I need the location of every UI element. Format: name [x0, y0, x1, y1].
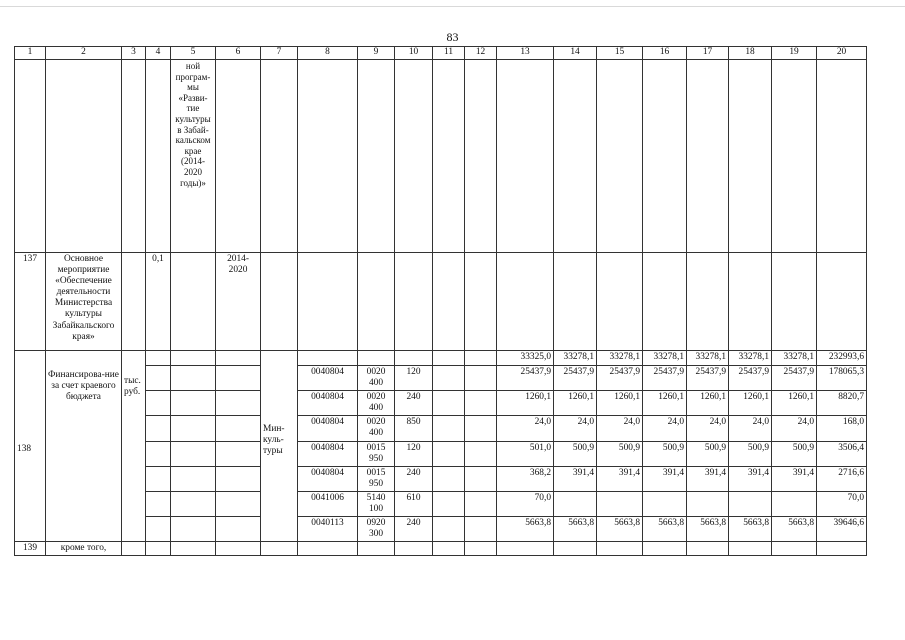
value-col-16: 24,0	[643, 416, 687, 441]
value-col-14: 391,4	[554, 466, 597, 491]
unit-cell: тыс. руб.	[122, 351, 146, 542]
value-col-19: 391,4	[772, 466, 817, 491]
section-code: 0040804	[298, 466, 358, 491]
expense-type-code: 240	[395, 391, 433, 416]
value-col-16: 1260,1	[643, 391, 687, 416]
value-col-17: 24,0	[687, 416, 729, 441]
weight-coefficient: 0,1	[146, 253, 171, 351]
value-col-16: 391,4	[643, 466, 687, 491]
section-code: 0040804	[298, 366, 358, 391]
program-title-continued: ной програм-мы «Разви-тие культуры в Забай-кальском крае (2014-2020 годы)»	[171, 60, 216, 253]
value-col-19: 5663,8	[772, 517, 817, 542]
value-col-15: 391,4	[597, 466, 643, 491]
value-col-14: 24,0	[554, 416, 597, 441]
implementation-period: 2014-2020	[216, 253, 261, 351]
value-col-17: 25437,9	[687, 366, 729, 391]
column-number-14: 14	[554, 47, 597, 60]
column-number-3: 3	[122, 47, 146, 60]
column-number-20: 20	[817, 47, 867, 60]
value-col-13: 501,0	[497, 441, 554, 466]
value-col-15: 1260,1	[597, 391, 643, 416]
column-number-11: 11	[433, 47, 465, 60]
section-code: 0041006	[298, 491, 358, 516]
column-number-6: 6	[216, 47, 261, 60]
value-col-18: 500,9	[729, 441, 772, 466]
section-code: 0040804	[298, 416, 358, 441]
value-col-17: 500,9	[687, 441, 729, 466]
row-title: кроме того,	[46, 542, 122, 556]
value-col-14: 25437,9	[554, 366, 597, 391]
table-row-139	[15, 542, 867, 556]
row-title: Финансирова-ние за счет краевого бюджета	[46, 351, 122, 542]
total-value-col-16: 33278,1	[643, 351, 687, 366]
value-col-16: 25437,9	[643, 366, 687, 391]
value-col-14: 500,9	[554, 441, 597, 466]
value-col-20: 3506,4	[817, 441, 867, 466]
total-value-col-14: 33278,1	[554, 351, 597, 366]
section-code: 0040113	[298, 517, 358, 542]
value-col-16: 5663,8	[643, 517, 687, 542]
total-value-col-20: 232993,6	[817, 351, 867, 366]
target-article-code: 0020 400	[358, 416, 395, 441]
value-col-14: 5663,8	[554, 517, 597, 542]
value-col-17	[687, 491, 729, 516]
column-number-2: 2	[46, 47, 122, 60]
value-col-19: 25437,9	[772, 366, 817, 391]
expense-type-code: 850	[395, 416, 433, 441]
value-col-16: 500,9	[643, 441, 687, 466]
column-number-8: 8	[298, 47, 358, 60]
target-article-code: 0020 400	[358, 391, 395, 416]
column-number-9: 9	[358, 47, 395, 60]
column-number-10: 10	[395, 47, 433, 60]
value-col-18	[729, 491, 772, 516]
table-row-138-total	[15, 351, 867, 366]
target-article-code: 0015 950	[358, 466, 395, 491]
value-col-13: 70,0	[497, 491, 554, 516]
column-number-5: 5	[171, 47, 216, 60]
page-number: 83	[446, 30, 459, 44]
column-number-18: 18	[729, 47, 772, 60]
page-top-rule	[0, 6, 905, 7]
value-col-17: 1260,1	[687, 391, 729, 416]
value-col-17: 391,4	[687, 466, 729, 491]
column-number-12: 12	[465, 47, 497, 60]
program-table	[14, 46, 867, 556]
value-col-13: 1260,1	[497, 391, 554, 416]
column-number-row	[15, 47, 867, 60]
table-body	[15, 47, 867, 556]
column-number-16: 16	[643, 47, 687, 60]
target-article-code: 5140 100	[358, 491, 395, 516]
total-value-col-13: 33325,0	[497, 351, 554, 366]
total-value-col-17: 33278,1	[687, 351, 729, 366]
table-row-137	[15, 253, 867, 351]
row-number: 137	[15, 253, 46, 351]
expense-type-code: 240	[395, 466, 433, 491]
value-col-13: 368,2	[497, 466, 554, 491]
agency-cell: Мин-куль-туры	[261, 351, 298, 542]
column-number-7: 7	[261, 47, 298, 60]
value-col-14: 1260,1	[554, 391, 597, 416]
table-row-continuation	[15, 60, 867, 253]
value-col-15: 500,9	[597, 441, 643, 466]
value-col-20: 2716,6	[817, 466, 867, 491]
expense-type-code: 610	[395, 491, 433, 516]
value-col-17: 5663,8	[687, 517, 729, 542]
value-col-18: 25437,9	[729, 366, 772, 391]
value-col-13: 24,0	[497, 416, 554, 441]
column-number-1: 1	[15, 47, 46, 60]
value-col-19: 500,9	[772, 441, 817, 466]
target-article-code: 0920 300	[358, 517, 395, 542]
value-col-15: 5663,8	[597, 517, 643, 542]
value-col-20: 70,0	[817, 491, 867, 516]
expense-type-code: 240	[395, 517, 433, 542]
row-number: 139	[15, 542, 46, 556]
value-col-13: 25437,9	[497, 366, 554, 391]
value-col-19	[772, 491, 817, 516]
row-title: Основное мероприятие «Обеспечение деятельности Министерства культуры Забайкальского края»	[46, 253, 122, 351]
value-col-16	[643, 491, 687, 516]
value-col-14	[554, 491, 597, 516]
value-col-19: 24,0	[772, 416, 817, 441]
value-col-15: 25437,9	[597, 366, 643, 391]
column-number-4: 4	[146, 47, 171, 60]
expense-type-code: 120	[395, 366, 433, 391]
section-code: 0040804	[298, 391, 358, 416]
value-col-20: 168,0	[817, 416, 867, 441]
value-col-19: 1260,1	[772, 391, 817, 416]
value-col-13: 5663,8	[497, 517, 554, 542]
value-col-18: 24,0	[729, 416, 772, 441]
expense-type-code: 120	[395, 441, 433, 466]
value-col-18: 1260,1	[729, 391, 772, 416]
column-number-13: 13	[497, 47, 554, 60]
value-col-15	[597, 491, 643, 516]
column-number-19: 19	[772, 47, 817, 60]
total-value-col-15: 33278,1	[597, 351, 643, 366]
value-col-18: 391,4	[729, 466, 772, 491]
total-value-col-19: 33278,1	[772, 351, 817, 366]
value-col-20: 39646,6	[817, 517, 867, 542]
row-number: 138	[15, 351, 46, 542]
total-value-col-18: 33278,1	[729, 351, 772, 366]
value-col-15: 24,0	[597, 416, 643, 441]
section-code: 0040804	[298, 441, 358, 466]
value-col-20: 178065,3	[817, 366, 867, 391]
column-number-17: 17	[687, 47, 729, 60]
value-col-20: 8820,7	[817, 391, 867, 416]
target-article-code: 0015 950	[358, 441, 395, 466]
target-article-code: 0020 400	[358, 366, 395, 391]
column-number-15: 15	[597, 47, 643, 60]
value-col-18: 5663,8	[729, 517, 772, 542]
